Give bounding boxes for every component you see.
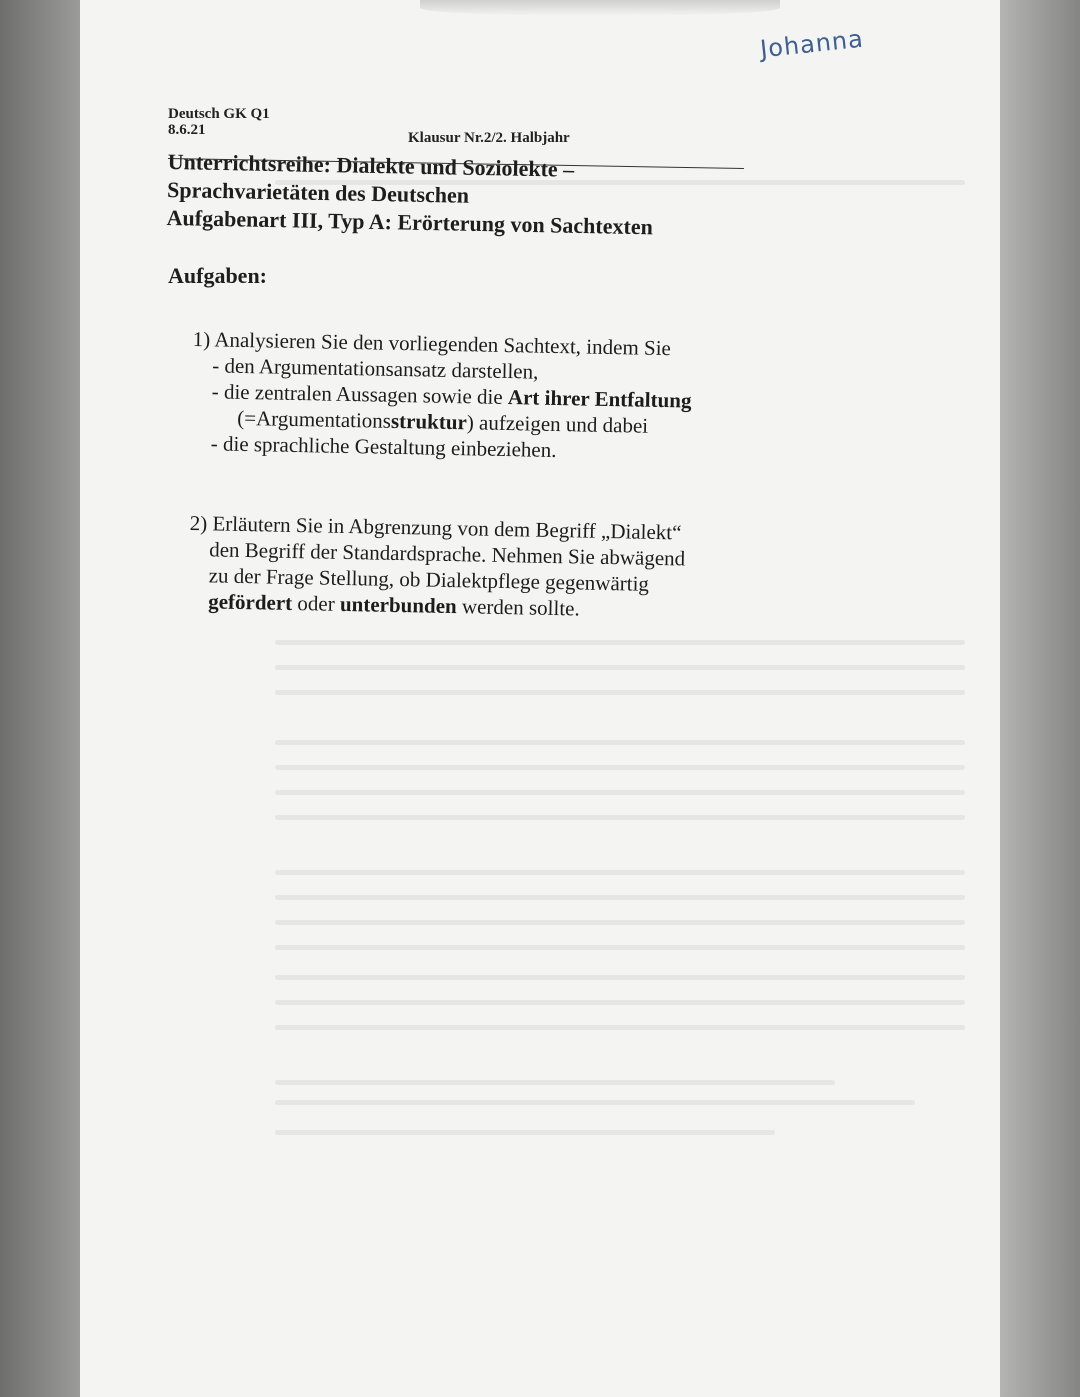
show-through-line	[275, 1130, 775, 1135]
header-exam: Klausur Nr.2/2. Halbjahr	[408, 130, 570, 146]
title-line: Aufgabenart III, Typ A: Erörterung von Sachtexten	[166, 204, 654, 240]
task-text: (=Argumentations	[237, 405, 392, 433]
show-through-line	[275, 895, 965, 900]
show-through-line	[275, 690, 965, 695]
show-through-line	[275, 765, 965, 770]
task-2-line: den Begriff der Standardsprache. Nehmen Sie abwägend	[209, 537, 686, 571]
title-line: Sprachvarietäten des Deutschen	[166, 176, 470, 208]
show-through-line	[275, 1080, 835, 1085]
task-1-line: - den Argumentationsansatz darstellen,	[212, 353, 539, 384]
task-text: werden sollte.	[456, 594, 580, 621]
show-through-line	[275, 665, 965, 670]
show-through-line	[275, 870, 965, 875]
task-1	[191, 326, 693, 466]
show-through-line	[275, 975, 965, 980]
title-line: Unterrichtsreihe: Dialekte und Soziolekte –	[167, 148, 575, 182]
scan-right-shadow	[1000, 0, 1080, 1397]
scan-left-shadow	[0, 0, 80, 1397]
show-through-line	[275, 945, 965, 950]
show-through-line	[275, 790, 965, 795]
show-through-line	[275, 1025, 965, 1030]
header-subject: Deutsch GK Q1	[168, 106, 270, 122]
task-emphasis: unterbunden	[339, 591, 457, 619]
task-emphasis: Art ihrer Entfaltung	[507, 385, 692, 413]
show-through-line	[275, 640, 965, 645]
task-2	[188, 510, 686, 624]
header-date: 8.6.21	[168, 122, 206, 138]
task-2-line: zu der Frage Stellung, ob Dialektpflege gegenwärtig	[208, 563, 650, 596]
task-emphasis: gefördert	[208, 589, 293, 615]
show-through-line	[275, 1100, 915, 1105]
tasks-heading: Aufgaben:	[168, 263, 268, 288]
task-2-line: 2) Erläutern Sie in Abgrenzung von dem Begriff „Dialekt“	[189, 510, 682, 545]
show-through-line	[275, 920, 965, 925]
task-text: oder	[291, 590, 341, 616]
paper-fold	[420, 0, 780, 16]
task-emphasis: struktur	[390, 408, 468, 435]
task-1-line: - die sprachliche Gestaltung einbeziehen.	[210, 431, 557, 462]
task-text: - die zentralen Aussagen sowie die	[211, 379, 509, 410]
handwritten-signature: Johanna	[758, 24, 865, 64]
task-1-line: 1) Analysieren Sie den vorliegenden Sachtext, indem Sie	[192, 326, 672, 361]
document-title	[166, 148, 654, 241]
show-through-line	[275, 815, 965, 820]
show-through-line	[275, 1000, 965, 1005]
task-text: ) aufzeigen und dabei	[466, 410, 649, 438]
show-through-line	[275, 740, 965, 745]
